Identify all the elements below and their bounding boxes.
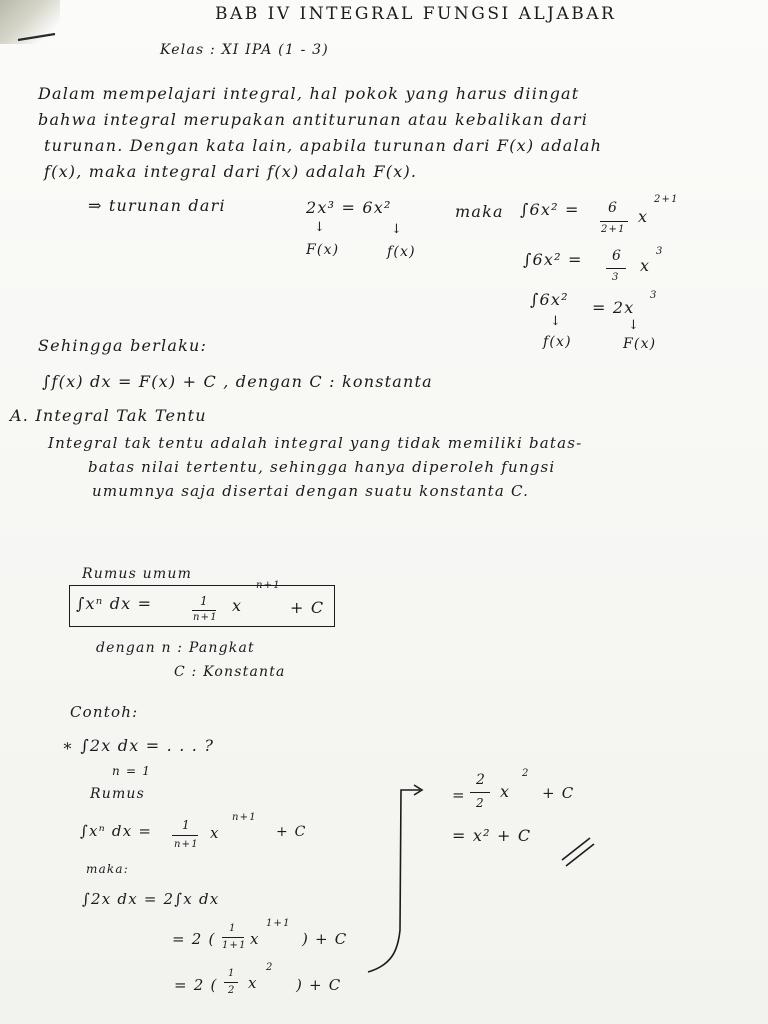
- int-step2-num: 6: [612, 248, 623, 264]
- derivative-prefix: ⇒ turunan dari: [88, 196, 226, 215]
- int-step2-lhs: ∫6x² =: [523, 250, 583, 269]
- general-formula-plus-c: + C: [290, 598, 325, 617]
- example-step-3-pre: = 2 (: [174, 976, 218, 994]
- result-bracket-arrow: [368, 790, 420, 972]
- int-step3-label-capital-F: F(x): [623, 336, 657, 352]
- int-step1-exp: 2+1: [654, 194, 679, 205]
- example-maka: maka:: [86, 862, 130, 876]
- example-rumus-exp: n+1: [232, 812, 257, 823]
- example-step-3-num: 1: [228, 968, 236, 979]
- example-step-1: ∫2x dx = 2∫x dx: [82, 890, 220, 908]
- general-formula-exp: n+1: [256, 580, 281, 591]
- example-rumus-num: 1: [182, 818, 191, 832]
- example-step-2-var: x: [250, 930, 260, 948]
- conclusion-heading: Sehingga berlaku:: [38, 336, 208, 355]
- final-result: = x² + C: [452, 826, 532, 845]
- result-1-exp: 2: [522, 768, 530, 779]
- example-rumus-fraction-bar: [172, 835, 198, 836]
- result-end-mark-2: [566, 844, 594, 866]
- example-n-value: n = 1: [112, 764, 152, 778]
- example-step-2-num: 1: [229, 923, 237, 934]
- result-1-var: x: [500, 782, 511, 801]
- section-a-line-1: Integral tak tentu adalah integral yang tidak memiliki batas-: [48, 434, 583, 452]
- int-step1-lhs: ∫6x² =: [520, 200, 580, 219]
- section-a-line-3: umumnya saja disertai dengan suatu konstanta C.: [92, 482, 530, 500]
- general-formula-note-2: C : Konstanta: [174, 664, 286, 680]
- example-rumus-lhs: ∫xⁿ dx =: [80, 822, 153, 840]
- result-1-pre: =: [452, 786, 466, 804]
- down-arrow-icon: ↓: [391, 222, 402, 237]
- example-step-2-den: 1+1: [222, 940, 247, 951]
- example-rumus-label: Rumus: [90, 786, 146, 802]
- int-step1-fraction-bar: [600, 221, 628, 222]
- int-step2-exp: 3: [656, 246, 664, 257]
- section-a-line-2: batas nilai tertentu, sehingga hanya diperoleh fungsi: [88, 458, 556, 476]
- example-heading: Contoh:: [70, 703, 139, 721]
- conclusion-formula: ∫f(x) dx = F(x) + C , dengan C : konstanta: [42, 372, 433, 391]
- derivative-maka: maka: [455, 202, 504, 221]
- int-step3-exp: 3: [650, 290, 658, 301]
- general-formula-num: 1: [200, 594, 209, 608]
- example-rumus-plus-c: + C: [276, 824, 307, 840]
- int-step2-den: 3: [612, 272, 620, 283]
- example-step-3-den: 2: [228, 985, 236, 996]
- int-step1-den: 2+1: [601, 224, 626, 235]
- class-info: Kelas : XI IPA (1 - 3): [160, 42, 329, 58]
- example-step-2-pre: = 2 (: [172, 930, 216, 948]
- int-step3-lhs: ∫6x²: [530, 290, 569, 309]
- int-step2-var: x: [640, 256, 651, 275]
- general-formula-den: n+1: [193, 612, 218, 623]
- label-capital-F: F(x): [306, 242, 340, 258]
- section-a-heading: A. Integral Tak Tentu: [10, 406, 207, 425]
- example-step-3-post: ) + C: [296, 976, 342, 994]
- top-left-dash: [18, 34, 55, 40]
- int-step1-num: 6: [608, 200, 619, 216]
- example-step-3-var: x: [248, 974, 258, 992]
- result-end-mark-1: [562, 838, 590, 860]
- result-1-num: 2: [476, 772, 487, 788]
- int-step3-label-small-f: f(x): [543, 334, 572, 350]
- general-formula-note-1: dengan n : Pangkat: [96, 640, 255, 656]
- intro-line-4: f(x), maka integral dari f(x) adalah F(x).: [44, 162, 418, 181]
- example-rumus-var: x: [210, 824, 220, 842]
- int-step2-fraction-bar: [606, 268, 626, 269]
- example-step-2-exp: 1+1: [266, 918, 291, 929]
- result-1-den: 2: [476, 796, 485, 810]
- int-step3-rhs: = 2x: [592, 298, 635, 317]
- derivative-equation: 2x³ = 6x²: [306, 198, 392, 217]
- example-rumus-den: n+1: [174, 839, 199, 850]
- down-arrow-icon: ↓: [314, 220, 325, 235]
- general-formula-label: Rumus umum: [82, 566, 193, 582]
- down-arrow-icon: ↓: [550, 314, 561, 329]
- intro-line-2: bahwa integral merupakan antiturunan atau kebalikan dari: [38, 110, 589, 129]
- result-1-post: + C: [542, 784, 575, 802]
- example-step-2-fraction-bar: [222, 937, 244, 938]
- general-formula-integral: ∫xⁿ dx =: [76, 594, 153, 613]
- down-arrow-icon: ↓: [628, 318, 639, 333]
- example-step-3-fraction-bar: [224, 982, 238, 983]
- example-step-3-exp: 2: [266, 962, 274, 973]
- intro-line-1: Dalam mempelajari integral, hal pokok yang harus diingat: [38, 84, 580, 103]
- intro-line-3: turunan. Dengan kata lain, apabila turunan dari F(x) adalah: [44, 136, 603, 155]
- label-small-f: f(x): [387, 244, 416, 260]
- int-step1-var: x: [638, 207, 649, 226]
- general-formula-var: x: [232, 596, 243, 615]
- example-question: ∗ ∫2x dx = . . . ?: [62, 736, 215, 755]
- chapter-title: BAB IV INTEGRAL FUNGSI ALJABAR: [215, 4, 617, 24]
- example-step-2-post: ) + C: [302, 930, 348, 948]
- result-1-fraction-bar: [470, 792, 490, 793]
